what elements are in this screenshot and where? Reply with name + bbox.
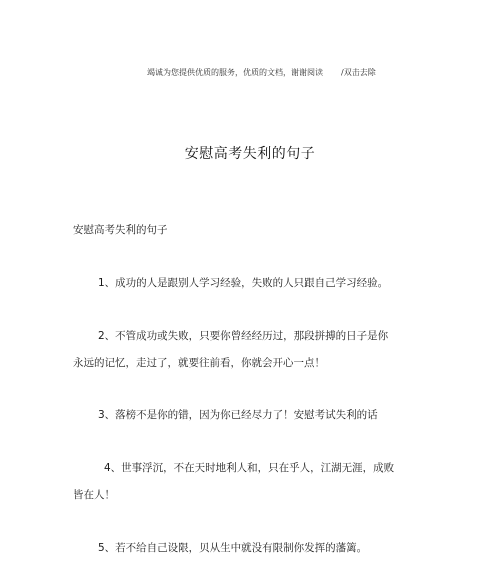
paragraph-1: 1、成功的人是跟别人学习经验，失败的人只跟自己学习经验。 bbox=[98, 277, 389, 289]
paragraph-3: 3、落榜不是你的错，因为你已经尽力了！安慰考试失利的话 bbox=[98, 409, 378, 421]
paragraph-4-line-2: 皆在人！ bbox=[73, 489, 115, 501]
paragraph-4-line-1: 4、世事浮沉，不在天时地利人和，只在乎人，江湖无涯，成败 bbox=[104, 462, 395, 474]
page-header bbox=[0, 67, 500, 81]
paragraph-2-line-2: 永远的记忆，走过了，就要往前看，你就会开心一点！ bbox=[73, 357, 325, 369]
header-note: 竭诚为您提供优质的服务，优质的文档，谢谢阅读 bbox=[147, 68, 323, 77]
document-subtitle: 安慰高考失利的句子 bbox=[73, 224, 168, 236]
paragraph-2-line-1: 2、不管成功或失败，只要你曾经经历过，那段拼搏的日子是你 bbox=[98, 330, 389, 342]
paragraph-5: 5、若不给自己设限，贝从生中就没有限制你发挥的藩篱。 bbox=[98, 542, 368, 554]
document-title: 安慰高考失利的句子 bbox=[184, 146, 316, 162]
header-remove-link[interactable]: /双击去除 bbox=[341, 68, 376, 77]
